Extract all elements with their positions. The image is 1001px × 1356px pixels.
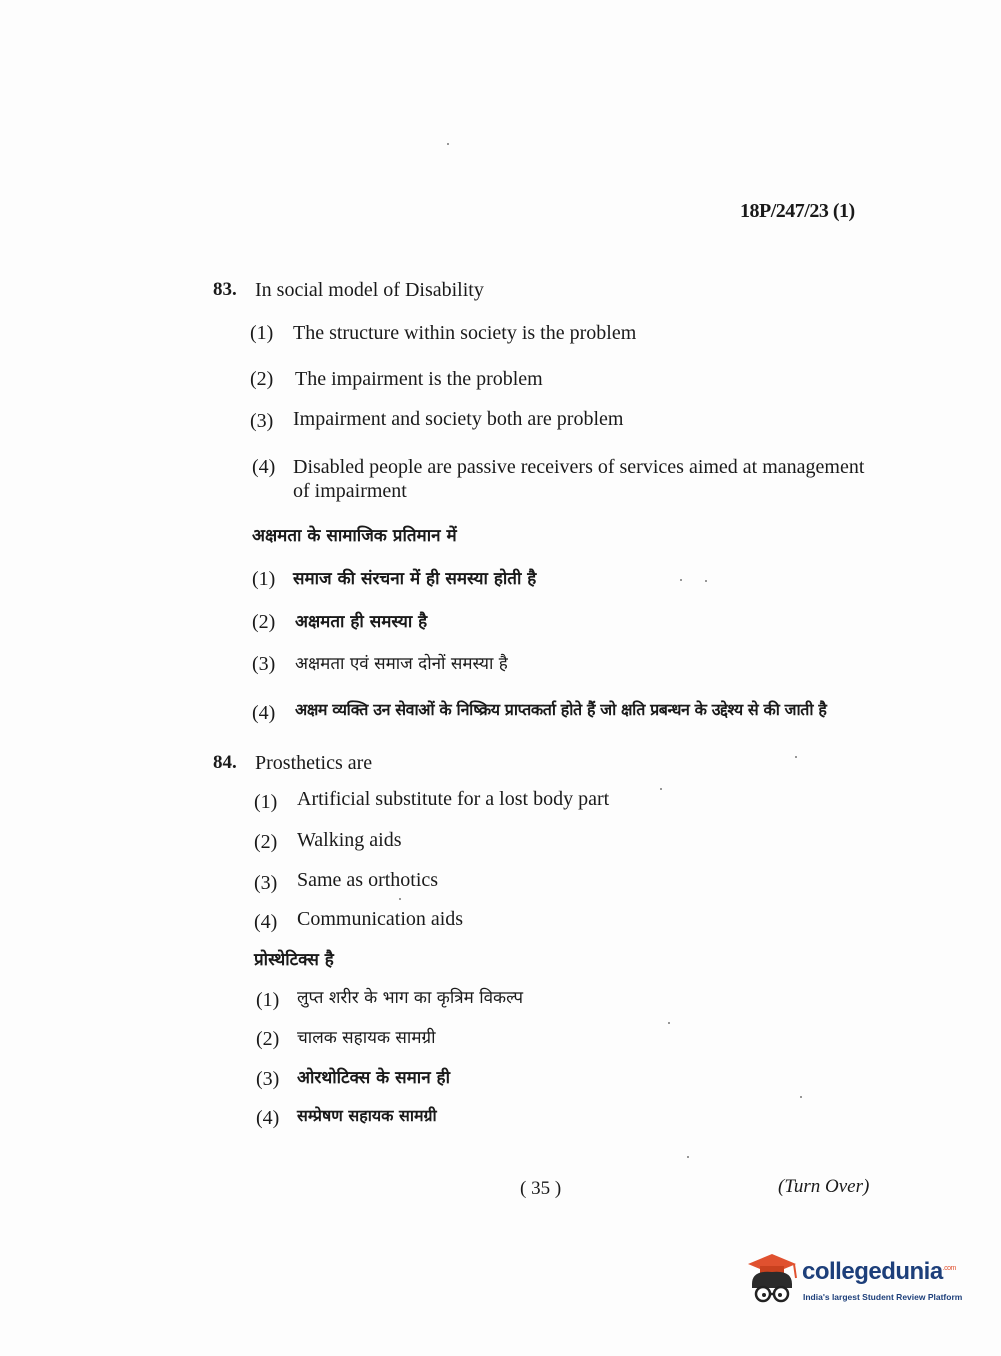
option-text: Impairment and society both are problem	[293, 408, 624, 430]
hindi-option-number: (2)	[256, 1028, 280, 1050]
hindi-option-text: समाज की संरचना में ही समस्या होती है	[293, 569, 537, 589]
option-number: (4)	[254, 911, 278, 933]
logo-tagline: India's largest Student Review Platform	[803, 1292, 963, 1302]
option-number: (3)	[250, 410, 274, 432]
scan-speck	[795, 756, 797, 758]
hindi-option-text: लुप्त शरीर के भाग का कृत्रिम विकल्प	[297, 988, 524, 1008]
option-text: The impairment is the problem	[295, 368, 543, 390]
question-number: 83.	[213, 279, 237, 300]
scan-speck	[800, 1096, 802, 1098]
hindi-option-text: अक्षमता ही समस्या है	[295, 612, 428, 632]
question-number: 84.	[213, 752, 237, 773]
option-number: (4)	[252, 456, 276, 478]
scan-speck	[680, 579, 682, 581]
scan-speck	[705, 580, 707, 582]
scan-speck	[399, 898, 401, 900]
turn-over-note: (Turn Over)	[778, 1176, 870, 1197]
hindi-option-number: (4)	[252, 702, 276, 724]
hindi-option-text: अक्षमता एवं समाज दोनों समस्या है	[295, 654, 508, 674]
hindi-question-text: अक्षमता के सामाजिक प्रतिमान में	[252, 526, 457, 546]
option-text: The structure within society is the problem	[293, 322, 637, 344]
hindi-option-number: (4)	[256, 1107, 280, 1129]
option-number: (2)	[250, 368, 274, 390]
option-number: (1)	[254, 791, 278, 813]
option-text: Walking aids	[297, 829, 402, 851]
question-text: In social model of Disability	[255, 279, 484, 301]
page-number: ( 35 )	[520, 1178, 562, 1199]
hindi-option-text: ओरथोटिक्स के समान ही	[297, 1068, 450, 1088]
logo-wordmark: collegedunia$^{.com}$	[802, 1258, 956, 1285]
scan-speck	[687, 1156, 689, 1158]
question-text: Prosthetics are	[255, 752, 373, 774]
hindi-question-text: प्रोस्थेटिक्स है	[254, 950, 334, 970]
collegedunia-logo	[742, 1250, 972, 1314]
hindi-option-number: (3)	[256, 1068, 280, 1090]
hindi-option-text: अक्षम व्यक्ति उन सेवाओं के निष्क्रिय प्राप्तकर्ता होते हैं जो क्षति प्रबन्धन के उद्देश्य से की जाती है	[295, 700, 827, 719]
scan-speck	[447, 143, 449, 145]
paper-code: 18P/247/23 (1)	[740, 200, 855, 222]
option-text: Artificial substitute for a lost body part	[297, 788, 610, 810]
option-number: (1)	[250, 322, 274, 344]
hindi-option-text: सम्प्रेषण सहायक सामग्री	[297, 1106, 437, 1125]
scan-speck	[660, 788, 662, 790]
option-number: (3)	[254, 872, 278, 894]
option-text: Same as orthotics	[297, 869, 439, 891]
hindi-option-number: (1)	[252, 568, 276, 590]
option-text: Communication aids	[297, 908, 464, 930]
graduate-mascot-icon	[742, 1250, 802, 1310]
hindi-option-number: (2)	[252, 611, 276, 633]
option-number: (2)	[254, 831, 278, 853]
hindi-option-text: चालक सहायक सामग्री	[297, 1028, 436, 1048]
hindi-option-number: (3)	[252, 653, 276, 675]
option-text: Disabled people are passive receivers of services aimed at management of impairment	[293, 456, 865, 502]
hindi-option-number: (1)	[256, 989, 280, 1011]
scan-speck	[668, 1022, 670, 1024]
